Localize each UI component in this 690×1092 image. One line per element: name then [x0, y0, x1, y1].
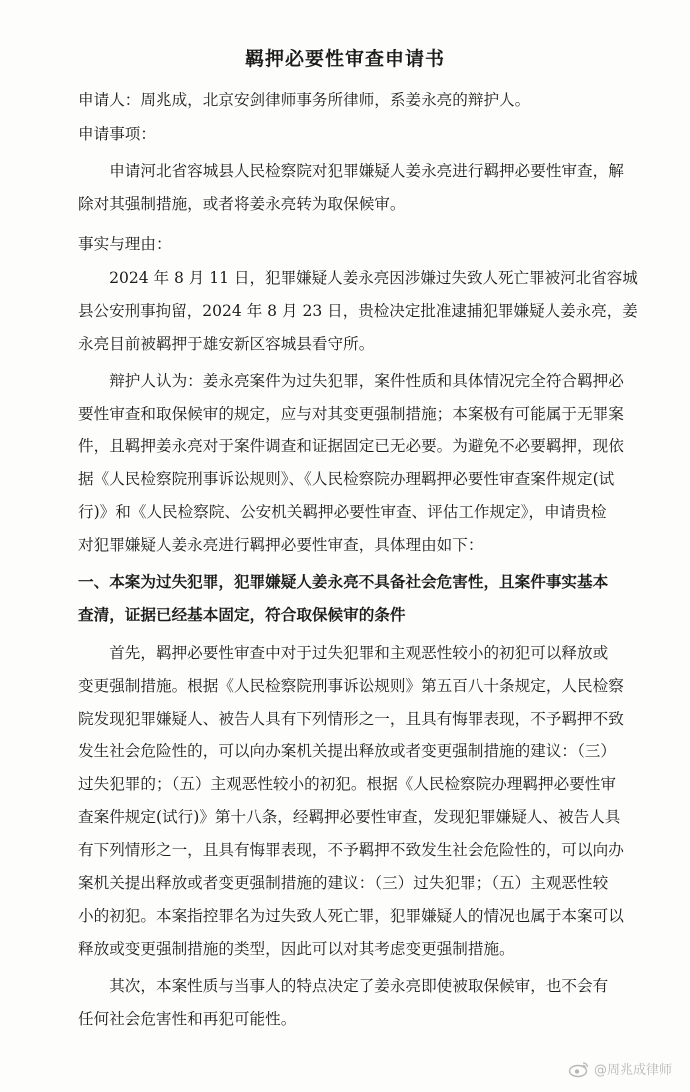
- body-text-line: 院发现犯罪嫌疑人、被告人具有下列情形之一，且具有悔罪表现，不予羁押不致: [78, 710, 624, 728]
- body-text-line: 释放或变更强制措施的类型，因此可以对其考虑变更强制措施。: [78, 940, 515, 958]
- body-text-line: 小的初犯。本案指控罪名为过失致人死亡罪，犯罪嫌疑人的情况也属于本案可以: [78, 907, 624, 925]
- body-text-line: 其次，本案性质与当事人的特点决定了姜永亮即使被取保候审，也不会有: [78, 977, 609, 995]
- body-text-line: 任何社会危害性和再犯可能性。: [78, 1010, 297, 1028]
- body-text-line: 辩护人认为：姜永亮案件为过失犯罪，案件性质和具体情况完全符合羁押必: [78, 372, 624, 390]
- watermark-text: @周兆成律师: [593, 1063, 672, 1078]
- body-text-line: 查案件规定(试行)》第十八条，经羁押必要性审查，发现犯罪嫌疑人、被告人具: [78, 808, 621, 826]
- body-text-line: 对犯罪嫌疑人姜永亮进行羁押必要性审查，具体理由如下：: [78, 536, 484, 554]
- weibo-icon: [568, 1060, 590, 1078]
- section-heading-line: 一、本案为过失犯罪，犯罪嫌疑人姜永亮不具备社会危害性，且案件事实基本: [78, 572, 609, 591]
- body-text-line: 申请河北省容城县人民检察院对犯罪嫌疑人姜永亮进行羁押必要性审查，解: [78, 162, 624, 180]
- section-heading-line: 查清，证据已经基本固定，符合取保候审的条件: [78, 605, 406, 624]
- document-title: 羁押必要性审查申请书: [244, 48, 445, 70]
- body-text-line: 发生社会危险性的，可以向办案机关提出释放或者变更强制措施的建议：（三）: [78, 742, 616, 760]
- body-text-line: 永亮目前被羁押于雄安新区容城县看守所。: [78, 335, 375, 353]
- body-text-line: 据《人民检察院刑事诉讼规则》、《人民检察院办理羁押必要性审查案件规定(试: [78, 470, 615, 488]
- body-text-line: 案机关提出释放或者变更强制措施的建议：（三）过失犯罪；（五）主观恶性较: [78, 874, 609, 892]
- body-text-line: 过失犯罪的；（五）主观恶性较小的初犯。根据《人民检察院办理羁押必要性审: [78, 775, 616, 793]
- body-text-line: 申请事项：: [78, 125, 156, 143]
- body-text-line: 除对其强制措施，或者将姜永亮转为取保候审。: [78, 195, 406, 213]
- body-text-line: 要性审查和取保候审的规定，应与对其变更强制措施；本案极有可能属于无罪案: [78, 405, 624, 423]
- body-text-line: 有下列情形之一，且具有悔罪表现，不予羁押不致发生社会危险性的，可以向办: [78, 841, 624, 859]
- body-text-line: 申请人：周兆成，北京安剑律师事务所律师，系姜永亮的辩护人。: [78, 91, 531, 109]
- body-text-line: 县公安刑事拘留，2024 年 8 月 23 日，贵检决定批准逮捕犯罪嫌疑人姜永亮，姜: [78, 302, 638, 320]
- body-text-line: 事实与理由：: [78, 235, 172, 253]
- watermark: [568, 1059, 672, 1078]
- body-text-line: 首先，羁押必要性审查中对于过失犯罪和主观恶性较小的初犯可以释放或: [78, 644, 609, 662]
- body-text-line: 2024 年 8 月 11 日，犯罪嫌疑人姜永亮因涉嫌过失致人死亡罪被河北省容城: [78, 269, 638, 287]
- body-text-line: 行)》和《人民检察院、公安机关羁押必要性审查、评估工作规定》，申请贵检: [78, 503, 607, 521]
- body-text-line: 变更强制措施。根据《人民检察院刑事诉讼规则》第五百八十条规定，人民检察: [78, 677, 624, 695]
- body-text-line: 件，且羁押姜永亮对于案件调查和证据固定已无必要。为避免不必要羁押，现依: [78, 437, 624, 455]
